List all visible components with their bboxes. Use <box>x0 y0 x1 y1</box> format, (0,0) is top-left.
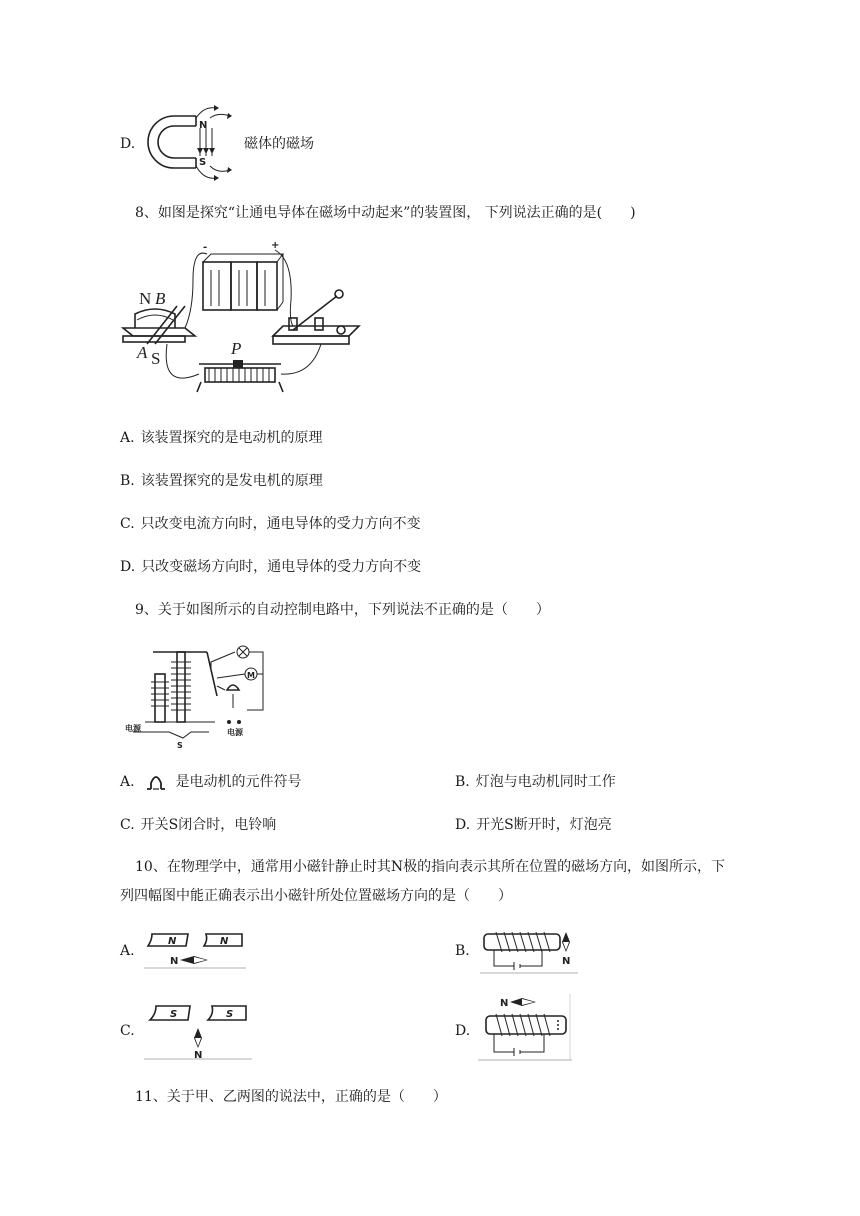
q8-label-n: N <box>139 289 152 308</box>
q8-label-a: A <box>137 343 148 362</box>
svg-text:M: M <box>247 671 255 680</box>
q10-option-a-figure <box>144 930 246 970</box>
svg-text:N: N <box>168 936 177 947</box>
q10-option-b-figure <box>480 928 578 974</box>
q8-label-p: P <box>231 339 242 358</box>
q10-option-c-letter: C. <box>120 1023 135 1039</box>
q8-label-b: B <box>155 289 166 308</box>
q9-option-a: A. 是电动机的元件符号 <box>120 774 302 790</box>
q8-plus-terminal: + <box>271 240 280 251</box>
q8-label-s: S <box>151 349 161 368</box>
q10-option-c-figure <box>144 1002 252 1060</box>
q10-stem-line2: 列四幅图中能正确表示出小磁针所处位置磁场方向的是（ ） <box>120 888 512 904</box>
q9-label-right-source: 电源 <box>227 728 243 737</box>
q9-label-left-source: 电源 <box>125 724 141 733</box>
svg-text:N: N <box>220 936 229 947</box>
q7-pole-n: N <box>199 120 208 131</box>
q11-stem: 11、关于甲、乙两图的说法中，正确的是（ ） <box>135 1089 447 1105</box>
q8-option-a: A. 该装置探究的是电动机的原理 <box>120 430 323 446</box>
q10-option-d-letter: D. <box>455 1023 471 1039</box>
q8-option-d: D. 只改变磁场方向时，通电导体的受力方向不变 <box>120 559 422 575</box>
q9-option-c: C. 开关S闭合时，电铃响 <box>120 817 277 833</box>
svg-text:S: S <box>226 1009 234 1020</box>
svg-text:N: N <box>500 998 509 1009</box>
q9-label-switch: S <box>177 741 183 750</box>
svg-text:S: S <box>170 1009 178 1020</box>
q8-motor-apparatus-figure <box>115 240 365 410</box>
q9-stem: 9、关于如图所示的自动控制电路中，下列说法不正确的是（ ） <box>135 602 550 618</box>
q7-pole-s: S <box>199 157 207 168</box>
svg-text:N: N <box>562 956 571 967</box>
q7-option-d-letter: D. <box>120 136 136 152</box>
motor-symbol-icon <box>145 773 167 791</box>
q9-option-d: D. 开光S断开时，灯泡亮 <box>455 817 612 833</box>
svg-text:N: N <box>170 956 179 967</box>
q10-option-a-letter: A. <box>120 943 135 959</box>
svg-text:N: N <box>194 1050 203 1061</box>
q10-option-d-figure <box>478 994 572 1062</box>
q7-horseshoe-magnet-figure <box>144 104 234 184</box>
q8-stem: 8、如图是探究“让通电导体在磁场中动起来”的装置图， 下列说法正确的是( ) <box>135 205 636 221</box>
q10-stem-line1: 10、在物理学中，通常用小磁针静止时其N极的指向表示其所在位置的磁场方向，如图所示，下 <box>135 859 726 875</box>
q10-option-b-letter: B. <box>455 943 470 959</box>
q9-option-b: B. 灯泡与电动机同时工作 <box>455 774 616 790</box>
q8-option-b: B. 该装置探究的是发电机的原理 <box>120 473 323 489</box>
q8-option-c: C. 只改变电流方向时，通电导体的受力方向不变 <box>120 516 421 532</box>
q8-minus-terminal: - <box>203 242 208 253</box>
q7-option-d-text: 磁体的磁场 <box>244 136 314 152</box>
q9-control-circuit-figure <box>125 638 270 748</box>
